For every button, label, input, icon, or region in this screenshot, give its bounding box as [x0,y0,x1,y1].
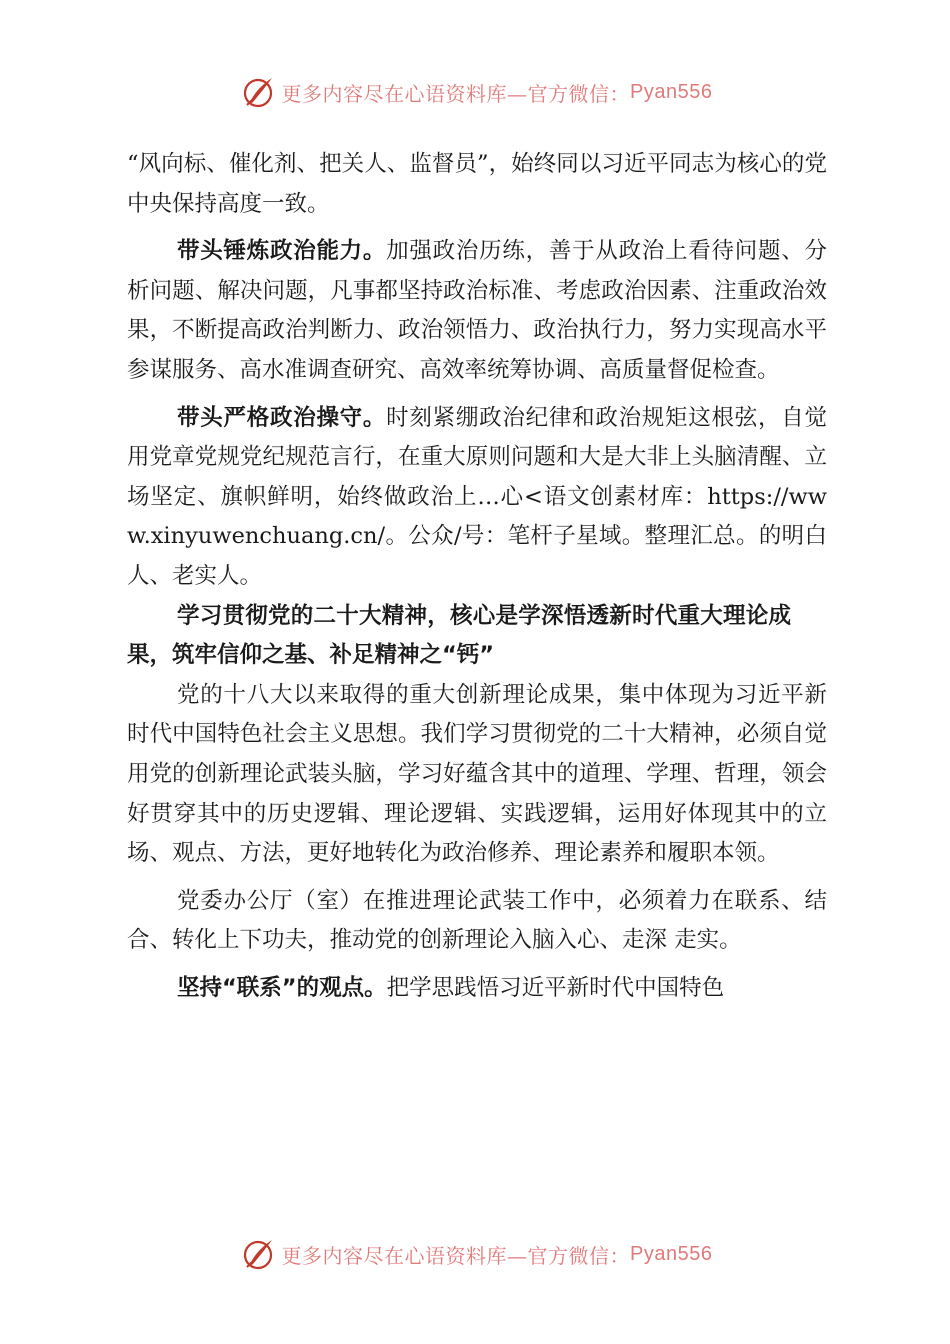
paragraph-text: “风向标、催化剂、把关人、监督员”，始终同以习近平同志为核心的党中央保持高度一致。 [127,151,827,217]
banner-text: 更多内容尽在心语资料库—官方微信： [281,81,631,106]
paragraph-lead: 带头锤炼政治能力。 [177,238,387,265]
body-paragraph: 党的十八大以来取得的重大创新理论成果，集中体现为习近平新时代中国特色社会主义思想。我们学习贯彻党的二十大精神，必须自觉用党的创新理论武装头脑，学习好蕴含其中的道理、学理、哲理，领会好贯穿其中的历史逻辑、理论逻辑、实践逻辑，运用好体现其中的立场、观点、方法，更好地转化为政治修养、理论素养和履职本领。 [127,681,827,867]
quill-logo-icon [238,72,278,112]
banner-wechat-id: Pyan556 [630,80,713,103]
paragraph-connection [127,969,827,1009]
paragraph-political-ability [127,232,827,390]
document-body [127,145,827,1008]
footer-banner [0,1234,950,1274]
paragraph-text: 把学思践悟习近平新时代中国特色 [386,974,725,1001]
banner-wechat-id: Pyan556 [630,1242,713,1265]
paragraph-text: 时刻紧绷政治纪律和政治规矩这根弦，自觉用党章党规党纪规范言行，在重大原则问题和大是大非上头脑清醒、立场坚定、旗帜鲜明，始终做政治上…心<语文创素材库：https://www.xinyuwenchuang.cn/。公众/号：笔杆子星域。整理汇总。的明白人、老实人。 [127,404,827,589]
paragraph-continued [127,145,827,224]
body-paragraph: 党委办公厅（室）在推进理论武装工作中，必须着力在联系、结合、转化上下功夫，推动党的创新理论入脑入心、走深 走实。 [127,887,827,954]
paragraph-political-integrity [127,399,827,597]
paragraph-lead: 带头严格政治操守。 [177,404,387,431]
banner-text: 更多内容尽在心语资料库—官方微信： [281,1243,631,1268]
section-heading: 学习贯彻党的二十大精神，核心是学深悟透新时代重大理论成果，筑牢信仰之基、补足精神之“钙” [127,602,791,669]
paragraph-lead: 坚持“联系”的观点。 [177,974,387,1001]
header-banner [0,72,950,112]
quill-logo-icon [238,1234,278,1274]
paragraph-text: 加强政治历练，善于从政治上看待问题、分析问题、解决问题，凡事都坚持政治标准、考虑政治因素、注重政治效果，不断提高政治判断力、政治领悟力、政治执行力，努力实现高水平参谋服务、高水准调查研究、高效率统筹协调、高质量督促检查。 [127,238,827,383]
